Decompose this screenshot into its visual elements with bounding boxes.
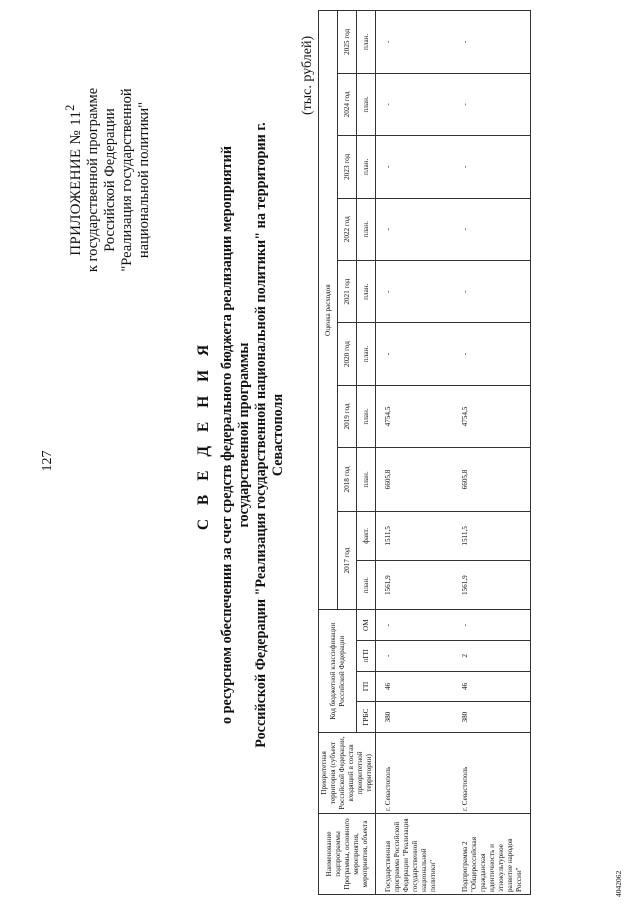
row-2024: - (453, 73, 531, 135)
row-2017-fact: 1511,5 (453, 511, 531, 560)
units-label: (тыс. рублей) (300, 35, 315, 115)
header-year: 2017 год (338, 511, 357, 610)
header-estimate: Оценка расходов (319, 11, 338, 610)
table-row (453, 11, 531, 895)
appendix-line: "Реализация государственной (119, 88, 135, 272)
header-plan: план. (357, 136, 376, 198)
row-2017-fact: 1511,5 (376, 511, 454, 560)
header-fact: факт. (357, 511, 376, 560)
row-2018: 6605,8 (453, 448, 531, 512)
footer-code: 4042062 (614, 870, 623, 897)
row-2017-plan: 1561,9 (453, 561, 531, 610)
table-row (376, 11, 454, 895)
row-2025: - (376, 11, 454, 74)
row-pgp: - (376, 640, 454, 671)
row-2022: - (453, 198, 531, 260)
row-2021: - (453, 260, 531, 322)
row-grbs: 380 (453, 702, 531, 733)
appendix-title-superscript: 2 (63, 104, 77, 111)
heading-subtitle-line-2: Российской Федерации "Реализация государственной национальной политики" на территории г. Севастополя (253, 122, 286, 748)
page-number: 127 (40, 450, 55, 472)
row-om: - (376, 610, 454, 641)
appendix-line: к государственной программе (85, 87, 101, 273)
header-year: 2021 год (338, 260, 357, 322)
header-year: 2019 год (338, 385, 357, 447)
header-plan: план. (357, 11, 376, 74)
header-plan: план. (357, 385, 376, 447)
header-plan: план. (357, 73, 376, 135)
resource-table (318, 10, 531, 895)
row-territory: г. Севастополь (376, 732, 454, 813)
row-om: - (453, 610, 531, 641)
row-2020: - (453, 323, 531, 385)
header-plan: план. (357, 260, 376, 322)
header-plan: план. (357, 323, 376, 385)
appendix-title (62, 15, 85, 345)
header-gp: ГП (357, 671, 376, 702)
header-year: 2020 год (338, 323, 357, 385)
header-pgp: пГП (357, 640, 376, 671)
row-2019: 4754,5 (453, 385, 531, 447)
header-territory: Приоритетная территория (субъект Российской Федерации, входящий в состав приоритетной территории) (319, 732, 376, 813)
row-2022: - (376, 198, 454, 260)
row-2023: - (376, 136, 454, 198)
row-territory: г. Севастополь (453, 732, 531, 813)
header-year: 2018 год (338, 448, 357, 512)
header-budget-code: Код бюджетной классификации Российской Федерации (319, 610, 357, 733)
row-pgp: 2 (453, 640, 531, 671)
row-2018: 6605,8 (376, 448, 454, 512)
row-2025: - (453, 11, 531, 74)
row-name: Подпрограмма 2 "Общероссийская гражданская идентичность и этнокультурное развитие народов России" (453, 813, 531, 894)
document-heading (195, 105, 287, 765)
heading-title: С В Е Д Е Н И Я (195, 339, 212, 531)
header-grbs: ГРБС (357, 702, 376, 733)
header-plan: план. (357, 198, 376, 260)
header-year: 2025 год (338, 11, 357, 74)
header-plan: план. (357, 561, 376, 610)
appendix-line: национальной политики" (136, 101, 152, 259)
row-gp: 46 (453, 671, 531, 702)
appendix-block (62, 15, 153, 345)
row-2024: - (376, 73, 454, 135)
header-name: Наименование подпрограммы Программы, основного мероприятия, мероприятия, объекта (319, 813, 376, 894)
row-2017-plan: 1561,9 (376, 561, 454, 610)
header-plan: план. (357, 448, 376, 512)
row-gp: 46 (376, 671, 454, 702)
row-2021: - (376, 260, 454, 322)
header-year: 2023 год (338, 136, 357, 198)
header-om: ОМ (357, 610, 376, 641)
heading-subtitle-line-1: о ресурсном обеспечении за счет средств федерального бюджета реализации мероприятий государственной программы (219, 146, 252, 725)
appendix-line: Российской Федерации (102, 108, 118, 252)
row-name: Государственная программа Российской Федерации "Реализация государственной национальной политики" (376, 813, 454, 894)
row-2019: 4754,5 (376, 385, 454, 447)
header-year: 2024 год (338, 73, 357, 135)
row-2023: - (453, 136, 531, 198)
header-year: 2022 год (338, 198, 357, 260)
row-2020: - (376, 323, 454, 385)
row-grbs: 380 (376, 702, 454, 733)
appendix-title-text: ПРИЛОЖЕНИЕ № 11 (68, 110, 84, 256)
